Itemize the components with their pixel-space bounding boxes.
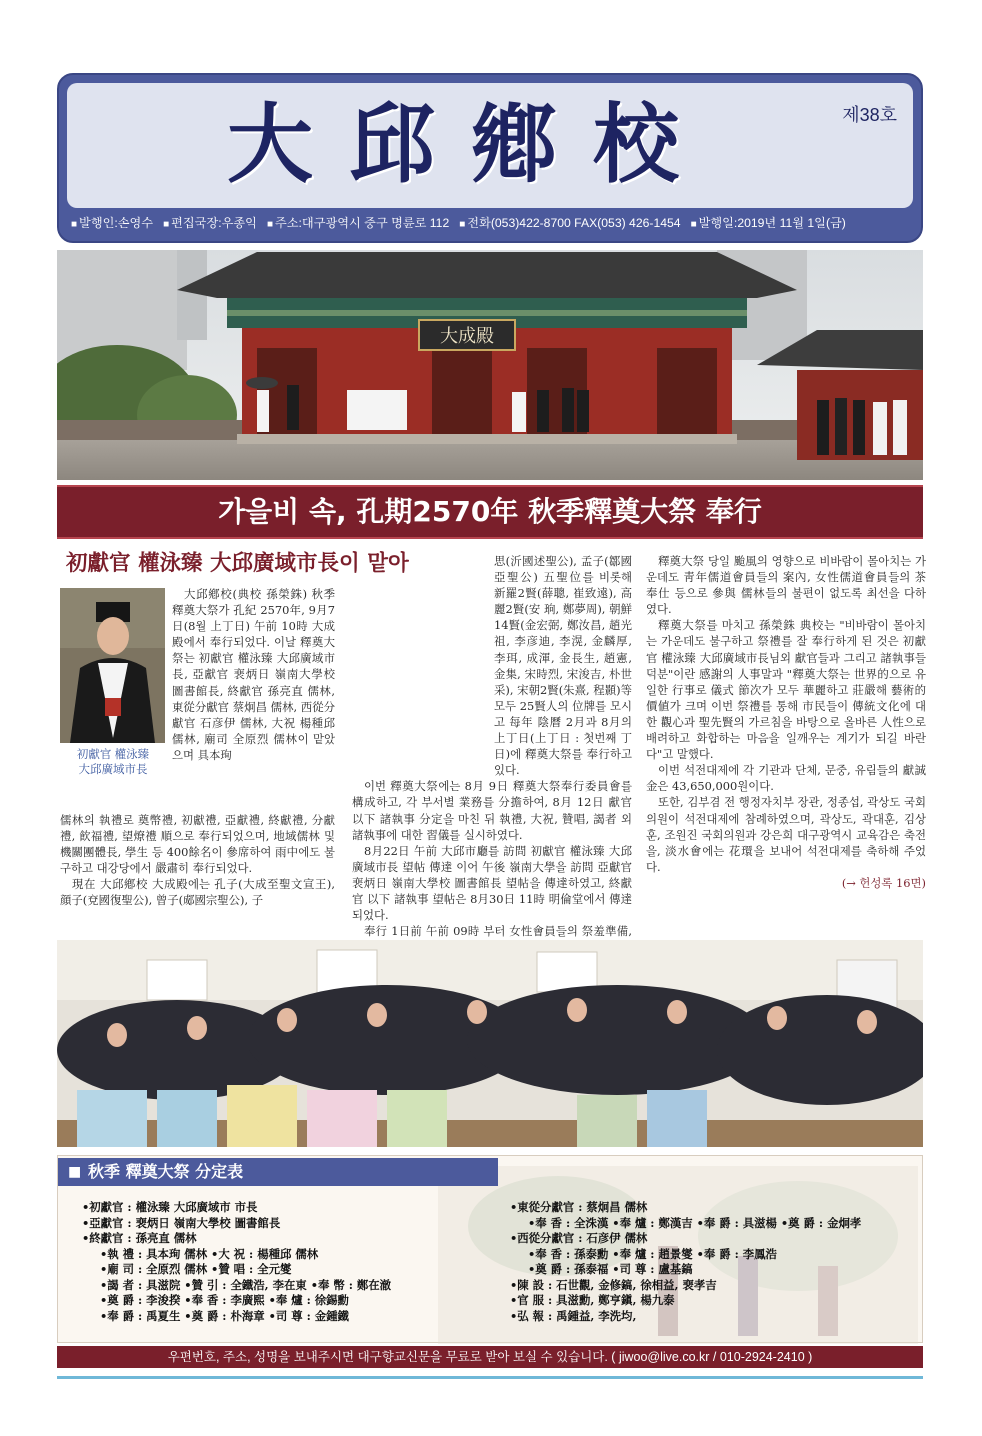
publication-info [71, 209, 917, 235]
masthead-title-panel [67, 83, 913, 208]
article-col3 [646, 553, 926, 891]
schedule-row: •奠 爵 : 孫泰福 •司 尊 : 盧基鎬 [528, 1262, 693, 1276]
caption-line-1: 初獻官 權泳臻 [76, 749, 150, 761]
newspaper-title: 大邱鄕校 [227, 94, 715, 195]
article-col2 [352, 553, 632, 988]
schedule-row: •執 禮 : 具本珣 儒林 •大 祝 : 楊種邱 儒林 [100, 1246, 319, 1261]
article-paragraph: 思(沂國述聖公), 孟子(鄒國亞聖公) 五聖位를 비롯해 新羅2賢(薛聰, 崔致遠), 高麗2賢(安 珦, 鄭夢周), 朝鮮14賢(金宏弼, 鄭汝昌, 趙光祖, 李彦迪, 李滉, 金麟厚, 李珥, 成渾, 金長生, 趙憲, 金集, 宋時烈, 宋浚吉, 朴世采), 宋朝2賢(朱熹, 程顥)等 모두 25賢人의 位牌를 모시고 每年 陰曆 2月과 8月의 上丁日(上丁日 : 첫번째 丁日)에 釋奠大祭를 奉行하고 있다. [494, 554, 632, 778]
schedule-row: •奠 爵 : 李浚揆 •奉 香 : 李廣熙 •奉 爐 : 徐錫勳 [100, 1293, 349, 1307]
continued-reference: (→ 헌성록 16면) [841, 875, 926, 890]
article-paragraph: 奉行 1日前 午前 09時 부터 女性會員들의 祭羞準備, [364, 924, 632, 939]
article-subhead: 初獻官 權泳臻 大邱廣域市長이 맡아 [66, 551, 409, 576]
hall-signboard-text: 大成殿 [440, 326, 494, 347]
article-paragraph: 8月22日 午前 大邱市廳를 訪問 初獻官 權泳臻 大邱廣域市長 望帖 傳達 이어 午後 嶺南大學을 訪問 亞獻官 裵炳日 嶺南大學校 圖書館長 望帖을 傳達하였고, 終獻官 以下 諸執事 望帖은 8月30日 11時 明倫堂에서 傳達되었다. [352, 843, 632, 923]
schedule-row: •官 服 : 具滋勳, 鄭亨鎭, 楊九泰 [510, 1293, 675, 1307]
article-paragraph: 또한, 김부겸 전 행정자치부 장관, 정종섭, 곽상도 국회의원이 석전대제에 참례하였으며, 곽상도, 곽대훈, 김상훈, 조원진 국회의원과 강은희 대구광역시 교육감은 축전을, 淡水會에는 花環을 보내어 석전대제를 축하해 주었다. [646, 795, 926, 874]
schedule-row: •初獻官 : 權泳臻 大邱廣域市 市長 [82, 1200, 258, 1214]
footer-divider [57, 1376, 923, 1379]
article-paragraph: 이번 석전대제에 각 기관과 단체, 문중, 유림들의 獻誠金은 43,650,000원이다. [646, 763, 926, 794]
schedule-table [57, 1155, 923, 1343]
masthead [57, 73, 923, 243]
article-paragraph: 大邱鄕校(典校 孫榮銖) 秋季 釋奠大祭가 孔紀 2570年, 9月7日(8월 上丁日) 午前 10時 大成殿에서 奉行되었다. 이날 釋奠大祭는 初獻官 權泳臻 大邱廣域市長, 亞獻官 裵炳日 嶺南大學校 圖書館長, 終獻官 孫亮直 儒林, 東從分獻官 蔡炯昌 儒林, 西從分獻官 石彦伊 儒林, 大祝 楊種邱 儒林, 廟司 全原烈 儒林이 맡았으며 具本珣 [172, 587, 335, 762]
schedule-row: •亞獻官 : 裵炳日 嶺南大學校 圖書館長 [82, 1215, 281, 1230]
schedule-row: •謁 者 : 具滋院 •贊 引 : 全鐵浩, 李在東 •奉 幣 : 鄭在澈 [100, 1277, 392, 1292]
mayor-portrait-photo [60, 588, 165, 743]
article-paragraph: 釋奠大祭를 마치고 孫榮銖 典校는 "비바람이 몰아치는 가운데도 불구하고 祭禮를 잘 奉行하게 된 것은 初獻官 權泳臻 大邱廣域市長님외 獻官들과 그리고 諸執事들 덕분"이란 感謝의 人事말과 "釋奠大祭는 世界的으로 유일한 行事로 儀式 節次가 모두 華麗하고 莊嚴해 藝術的 價値가 크며 이번 祭禮를 통해 市民들이 傳統文化에 대한 觀心과 聖先賢의 가르침을 바탕으로 올바른 人性으로 배려하고 화합하는 마음을 일깨우는 계기가 되길 바란다"고 말했다. [646, 618, 926, 762]
schedule-row: •東從分獻官 : 蔡炯昌 儒林 [510, 1200, 648, 1214]
article-col1-wrap [172, 586, 335, 763]
daeseongjeon-ceremony-photo [57, 250, 923, 480]
schedule-row: •陳 設 : 石世觀, 金修鎬, 徐相益, 裵孝吉 [510, 1277, 717, 1292]
article-paragraph: 現在 大邱鄕校 大成殿에는 孔子(大成至聖文宣王), 顔子(兗國復聖公), 曾子(郕國宗聖公), 子 [60, 877, 335, 908]
editor: ■ 편집국장:우종익 [163, 214, 257, 231]
schedule-row: •弘 報 : 禹鍾益, 李洗均, [510, 1308, 637, 1323]
article-col1 [60, 812, 335, 909]
auditorium-crowd-photo [57, 940, 923, 1147]
issue-number: 제38호 [842, 105, 897, 125]
article-paragraph: 釋奠大祭 당일 颱風의 영향으로 비바람이 몰아치는 가운데도 靑年儒道會員들의 案內, 女性儒道會員들의 茶 奉仕 등으로 參與 儒林들의 불편이 없도록 최선을 다하였다. [646, 554, 926, 617]
schedule-left-column [82, 1200, 391, 1324]
schedule-row: •奉 香 : 全洙漢 •奉 爐 : 鄭漢吉 •奉 爵 : 具滋楊 •奠 爵 : 金炯孝 [528, 1215, 862, 1230]
caption-line-2: 大邱廣域市長 [78, 764, 148, 776]
schedule-row: •廟 司 : 全原烈 儒林 •贊 唱 : 全元燮 [100, 1262, 292, 1276]
phone-fax: ■ 전화(053)422-8700 FAX(053) 426-1454 [459, 214, 680, 231]
schedule-title: ■ 秋季 釋奠大祭 分定表 [58, 1158, 498, 1186]
schedule-right-column [510, 1200, 861, 1324]
schedule-row: •奉 香 : 孫泰勳 •奉 爐 : 趙景燮 •奉 爵 : 李鳳浩 [528, 1246, 777, 1261]
publisher: ■ 발행인:손영수 [71, 214, 153, 231]
headline: 가을비 속, 孔期2570年 秋季釋奠大祭 奉行 [218, 495, 762, 528]
publish-date: ■ 발행일:2019년 11월 1일(금) [691, 214, 846, 231]
address: ■ 주소:대구광역시 중구 명륜로 112 [267, 214, 449, 231]
portrait-caption [58, 748, 168, 778]
subscription-notice: 우편번호, 주소, 성명을 보내주시면 대구향교신문을 무료로 받아 보실 수 있습니다. ( jiwoo@live.co.kr / 010-2924-2410 ) [57, 1346, 923, 1368]
schedule-row: •終獻官 : 孫亮直 儒林 [82, 1231, 197, 1245]
article-paragraph: 儒林의 執禮로 奠幣禮, 初獻禮, 亞獻禮, 終獻禮, 分獻禮, 飮福禮, 望燎禮 順으로 奉行되었으며, 地域儒林 및 機關團體長, 學生 등 400餘名이 參席하여 雨中에도 불구하고 대강당에서 嚴肅히 奉行되었다. [60, 813, 335, 876]
article-paragraph: 이번 釋奠大祭에는 8月 9日 釋奠大祭奉行委員會를 構成하고, 각 부서별 業務를 分擔하여, 8月 12日 獻官 以下 諸執事 分定을 마친 뒤 執禮, 大祝, 贊唱, 謁者 외 諸執事에 대한 習儀를 실시하였다. [352, 779, 632, 842]
headline-banner [57, 485, 923, 539]
schedule-row: •奉 爵 : 禹夏生 •奠 爵 : 朴海章 •司 尊 : 金鍾鐵 [100, 1308, 349, 1323]
schedule-row: •西從分獻官 : 石彦伊 儒林 [510, 1231, 648, 1245]
